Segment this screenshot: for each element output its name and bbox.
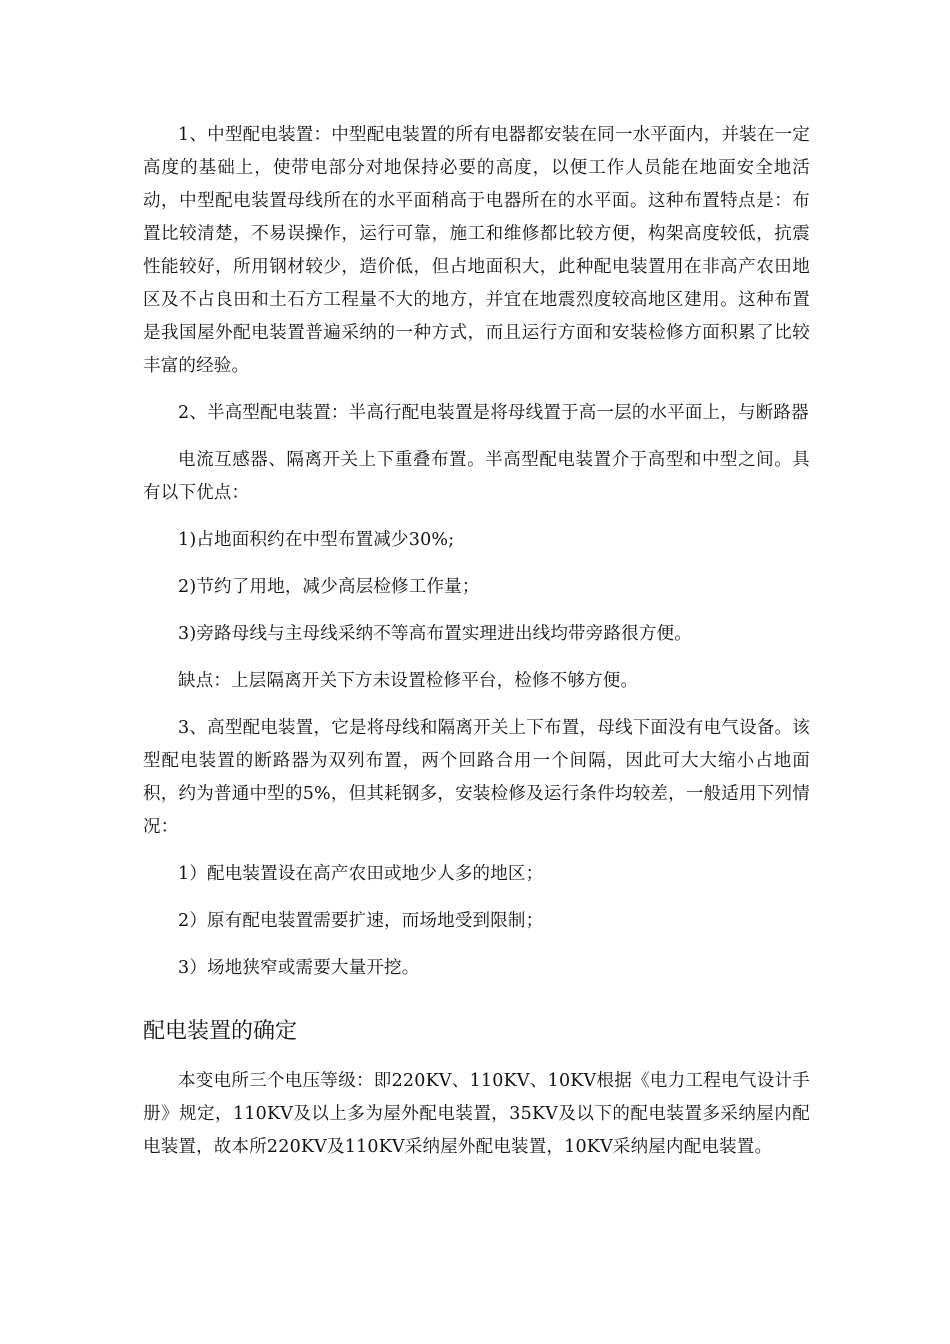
paragraph-medium-type: 1、中型配电装置：中型配电装置的所有电器都安装在同一水平面内，并装在一定高度的基础上，使带电部分对地保持必要的高度，以便工作人员能在地面安全地活动，中型配电装置母线所在的水平面稍高于电器所在的水平面。这种布置特点是：布置比较清楚，不易误操作，运行可靠，施工和维修都比较方便，构架高度较低，抗震性能较好，所用钢材较少，造价低，但占地面积大，此种配电装置用在非高产农田地区及不占良田和土石方工程量不大的地方，并宜在地震烈度较高地区建用。这种布置是我国屋外配电装置普遍采纳的一种方式，而且运行方面和安装检修方面积累了比较丰富的经验。 [143, 125, 810, 376]
list-item-condition-1: 1）配电装置设在高产农田或地少人多的地区； [178, 864, 544, 884]
paragraph-high-type: 3、高型配电装置，它是将母线和隔离开关上下布置，母线下面没有电气设备。该型配电装置的断路器为双列布置，两个回路合用一个间隔，因此可大大缩小占地面积，约为普通中型的5%，但其耗钢多，安装检修及运行条件均较差，一般适用下列情况： [143, 718, 810, 837]
paragraph-semi-high-continued: 电流互感器、隔离开关上下重叠布置。半高型配电装置介于高型和中型之间。具有以下优点： [143, 450, 810, 503]
section-heading: 配电装置的确定 [143, 1019, 298, 1044]
paragraph-determination: 本变电所三个电压等级：即220KV、110KV、10KV根据《电力工程电气设计手册》规定，110KV及以上多为屋外配电装置，35KV及以下的配电装置多采纳屋内配电装置，故本所220KV及110KV采纳屋外配电装置，10KV采纳屋内配电装置。 [143, 1071, 810, 1157]
list-item-condition-2: 2）原有配电装置需要扩速，而场地受到限制； [178, 911, 544, 931]
list-item-advantage-3: 3)旁路母线与主母线采纳不等高布置实理进出线均带旁路很方便。 [178, 624, 692, 644]
list-item-advantage-2: 2)节约了用地，减少高层检修工作量； [178, 577, 480, 597]
paragraph-disadvantage: 缺点：上层隔离开关下方未设置检修平台，检修不够方便。 [178, 671, 639, 691]
paragraph-semi-high-type: 2、半高型配电装置：半高行配电装置是将母线置于高一层的水平面上，与断路器 [178, 403, 809, 423]
document-body [143, 119, 810, 1178]
list-item-condition-3: 3）场地狭窄或需要大量开挖。 [178, 958, 420, 978]
list-item-advantage-1: 1)占地面积约在中型布置减少30%; [178, 530, 455, 550]
